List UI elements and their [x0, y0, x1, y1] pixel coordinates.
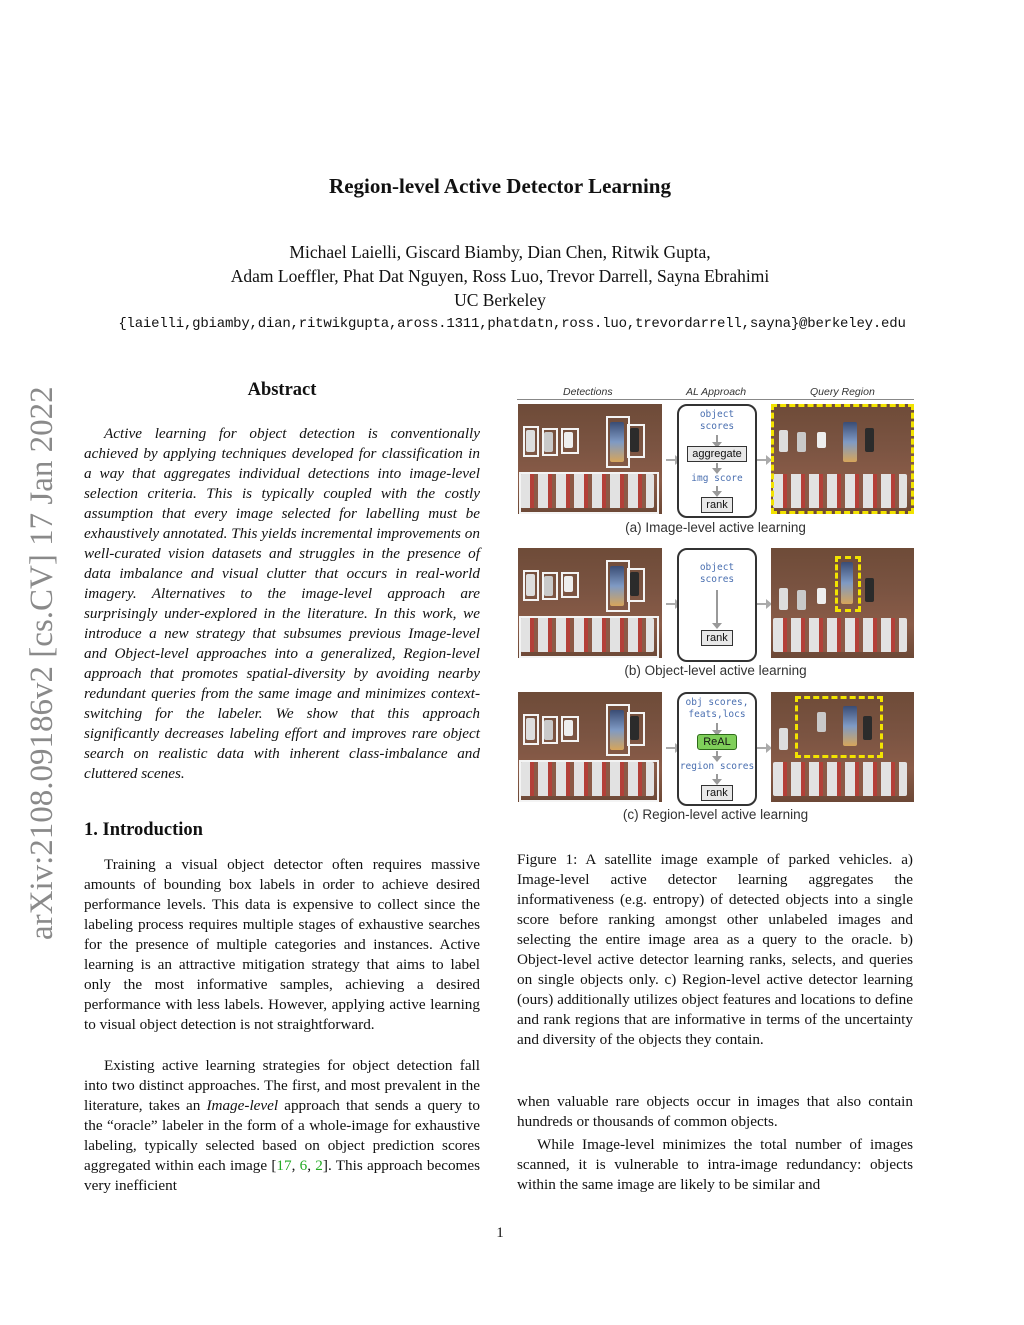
al-approach-box-c	[677, 692, 757, 806]
arrow-down-icon	[716, 751, 718, 757]
panel-label-c: (c) Region-level active learning	[622, 807, 809, 822]
rank-step: rank	[701, 497, 733, 513]
intro-p2-italic: Image-level	[206, 1097, 279, 1114]
query-region-box	[771, 404, 914, 514]
intro-paragraph-1: Training a visual object detector often requires massive amounts of bounding box labels in order to achieve desired performance levels. This data is expensive to collect since the labeling process requires multiple stages of exhaustive searches for the presence of multiple categories and instances. Active learning is an attractive mitigation strategy that aims to label only the most informative samples, achieving a desired performance with less labels. However, applying active learning to visual object detection is not straightforward.	[84, 856, 480, 1033]
arrow-right-b1	[666, 603, 676, 605]
figure-col-header-al-approach: AL Approach	[686, 386, 747, 398]
intro-p2-text-b: approach that sends a query to the “oracle” labeler in the form of a whole-image for exhaustive labeling, typically selected based on object prediction scores aggregated within each image	[84, 1097, 480, 1174]
arrow-down-icon	[716, 774, 718, 780]
flow-mid-text-c: region scores	[679, 761, 755, 772]
query-region-image-b	[771, 548, 914, 658]
arrow-right-c1	[666, 747, 676, 749]
query-region-image-c	[771, 692, 914, 802]
real-step: ReAL	[697, 734, 737, 750]
flow-mid-text-a: img score	[691, 473, 743, 484]
figure-col-header-detections: Detections	[563, 386, 613, 398]
arrow-down-icon	[716, 435, 718, 443]
abstract-heading: Abstract	[247, 380, 317, 400]
intro-heading: 1. Introduction	[84, 820, 203, 840]
author-line-2: Adam Loeffler, Phat Dat Nguyen, Ross Luo, Trevor Darrell, Sayna Ebrahimi	[230, 266, 770, 286]
intro-paragraph-2: Existing active learning strategies for object detection fall into two distinct approaches. The first, and most prevalent in the literature, takes an Image-level approach that sends a query to the “oracle” labeler in the form of a whole-image for exhaustive labeling, typically selected based on object prediction scores aggregated within each image [17, 6, 2]. This approach becomes very inefficient	[84, 1057, 481, 1194]
arrow-down-icon	[716, 723, 718, 731]
affiliation: UC Berkeley	[454, 290, 546, 310]
aggregate-step: aggregate	[687, 446, 747, 462]
arrow-right-b2	[757, 603, 767, 605]
figure-caption: Figure 1: A satellite image example of parked vehicles. a) Image-level active detector learning aggregates the informativeness (e.g. entropy) of detected objects into a single score before ranking amongst other unlabeled images and selecting the entire image area as a query to the oracle. b) Object-level active detector learning ranks, selects, and queries on single objects only. c) Region-level active detector learning (ours) additionally utilizes object features and locations to define and rank regions that are informative in terms of the uncertainty and diversity of the objects they contain.	[517, 851, 913, 1048]
query-region-image-a	[771, 404, 914, 514]
rank-step: rank	[701, 630, 733, 646]
citation-link[interactable]: 6	[299, 1157, 308, 1174]
figure-col-header-query-region: Query Region	[810, 386, 875, 398]
right-paragraph-1: when valuable rare objects occur in images that also contain hundreds or thousands of common objects.	[517, 1093, 913, 1130]
right-paragraph-2: While Image-level minimizes the total number of images scanned, it is vulnerable to intra-image redundancy: objects within the same image are likely to be similar and	[517, 1136, 913, 1193]
query-region-box	[795, 696, 883, 758]
detections-image-c	[518, 692, 662, 802]
panel-label-b: (b) Object-level active learning	[624, 663, 807, 678]
intro-p2-text-a: Existing active learning strategies for object detection fall into two distinct approaches. The first, and most prevalent in the literature, takes an	[84, 1057, 480, 1114]
arrow-down-icon	[716, 590, 718, 624]
author-line-1: Michael Laielli, Giscard Biamby, Dian Chen, Ritwik Gupta,	[289, 242, 711, 262]
flow-top-text-a: object scores	[699, 409, 735, 432]
citation-link[interactable]: 2	[315, 1157, 323, 1174]
arrow-down-icon	[716, 463, 718, 469]
author-emails: {laielli,gbiamby,dian,ritwikgupta,aross.1311,phatdatn,ross.luo,trevordarrell,sayna}@berkeley.edu	[118, 316, 906, 332]
abstract-text: Active learning for object detection is conventionally achieved by applying techniques developed for classification in a way that aggregates individual detections into image-level selection criteria. This is typically coupled with the costly assumption that every image selected for labelling must be exhaustively annotated. This yields incremental improvements on well-curated vision datasets and struggles in the presence of data imbalance and visual clutter that occurs in real-world imagery. Alternatives to the image-level approach are surprisingly under-explored in the literature. In this work, we introduce a new strategy that subsumes previous Image-level and Object-level approaches into a generalized, Region-level approach that promotes spatial-diversity by avoiding nearby redundant queries from the same image and minimizes context-switching for the labeler. We show that this approach significantly decreases labeling effort and improves rare object search on realistic data with inherent class-imbalance and cluttered scenes.	[84, 425, 480, 782]
arrow-right-a1	[666, 459, 676, 461]
arrow-right-c2	[757, 747, 767, 749]
arxiv-stamp: arXiv:2108.09186v2 [cs.CV] 17 Jan 2022	[24, 386, 60, 940]
arrow-right-a2	[757, 459, 767, 461]
intro-p2-text-c: . This approach becomes very inefficient	[84, 1157, 481, 1194]
flow-top-text-c: obj scores, feats,locs	[685, 697, 749, 720]
arrow-down-icon	[716, 486, 718, 492]
paper-title: Region-level Active Detector Learning	[329, 174, 671, 198]
flow-top-text-b: object scores	[699, 562, 735, 585]
figure-header-rule	[517, 399, 914, 400]
al-approach-box-b	[677, 548, 757, 662]
query-region-box	[835, 556, 861, 612]
rank-step: rank	[701, 785, 733, 801]
citation-link[interactable]: 17	[276, 1157, 292, 1174]
detections-image-b	[518, 548, 662, 658]
detections-image-a	[518, 404, 662, 514]
panel-label-a: (a) Image-level active learning	[625, 520, 806, 535]
al-approach-box-a	[677, 404, 757, 518]
page-number: 1	[496, 1225, 504, 1241]
